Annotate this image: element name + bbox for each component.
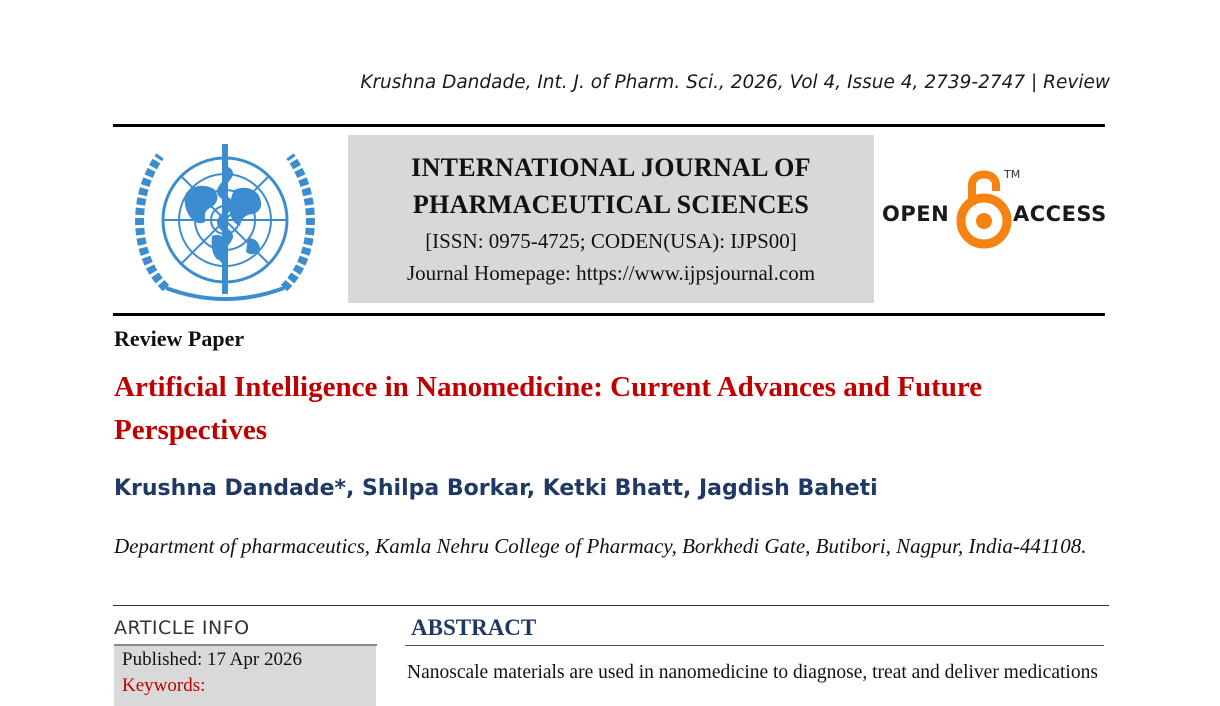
author-list: Krushna Dandade*, Shilpa Borkar, Ketki Bhatt, Jagdish Baheti	[114, 476, 878, 501]
journal-title-line-2: PHARMACEUTICAL SCIENCES	[412, 190, 810, 219]
un-who-emblem-icon	[126, 138, 324, 306]
article-info-heading: ARTICLE INFO	[114, 617, 250, 639]
author-affiliation: Department of pharmaceutics, Kamla Nehru College of Pharmacy, Borkhedi Gate, Butibori, Nagpur, India-441108.	[114, 534, 1087, 558]
journal-issn: [ISSN: 0975-4725; CODEN(USA): IJPS00]	[425, 229, 797, 253]
header-bottom-rule	[113, 313, 1105, 316]
paper-title: Artificial Intelligence in Nanomedicine: Current Advances and Future Perspectives	[114, 371, 983, 446]
open-access-trademark: TM	[1004, 168, 1021, 181]
published-date: Published: 17 Apr 2026	[122, 649, 302, 670]
abstract-text: Nanoscale materials are used in nanomedicine to diagnose, treat and deliver medications	[407, 662, 1098, 683]
journal-masthead	[348, 135, 874, 303]
abstract-rule	[405, 645, 1104, 646]
article-info-box	[114, 646, 376, 706]
journal-title-line-1: INTERNATIONAL JOURNAL OF	[411, 153, 811, 182]
abstract-heading: ABSTRACT	[411, 615, 537, 640]
section-divider	[113, 605, 1109, 606]
header-top-rule	[113, 124, 1105, 127]
running-header: Krushna Dandade, Int. J. of Pharm. Sci., 2026, Vol 4, Issue 4, 2739-2747 | Review	[360, 72, 1110, 93]
open-access-open-text: OPEN	[882, 202, 950, 226]
open-access-access-text: ACCESS	[1013, 202, 1107, 226]
article-type-label: Review Paper	[114, 326, 245, 351]
journal-homepage: Journal Homepage: https://www.ijpsjournal.com	[406, 261, 816, 285]
keywords-label: Keywords:	[122, 675, 206, 696]
open-access-logo	[880, 165, 1110, 255]
